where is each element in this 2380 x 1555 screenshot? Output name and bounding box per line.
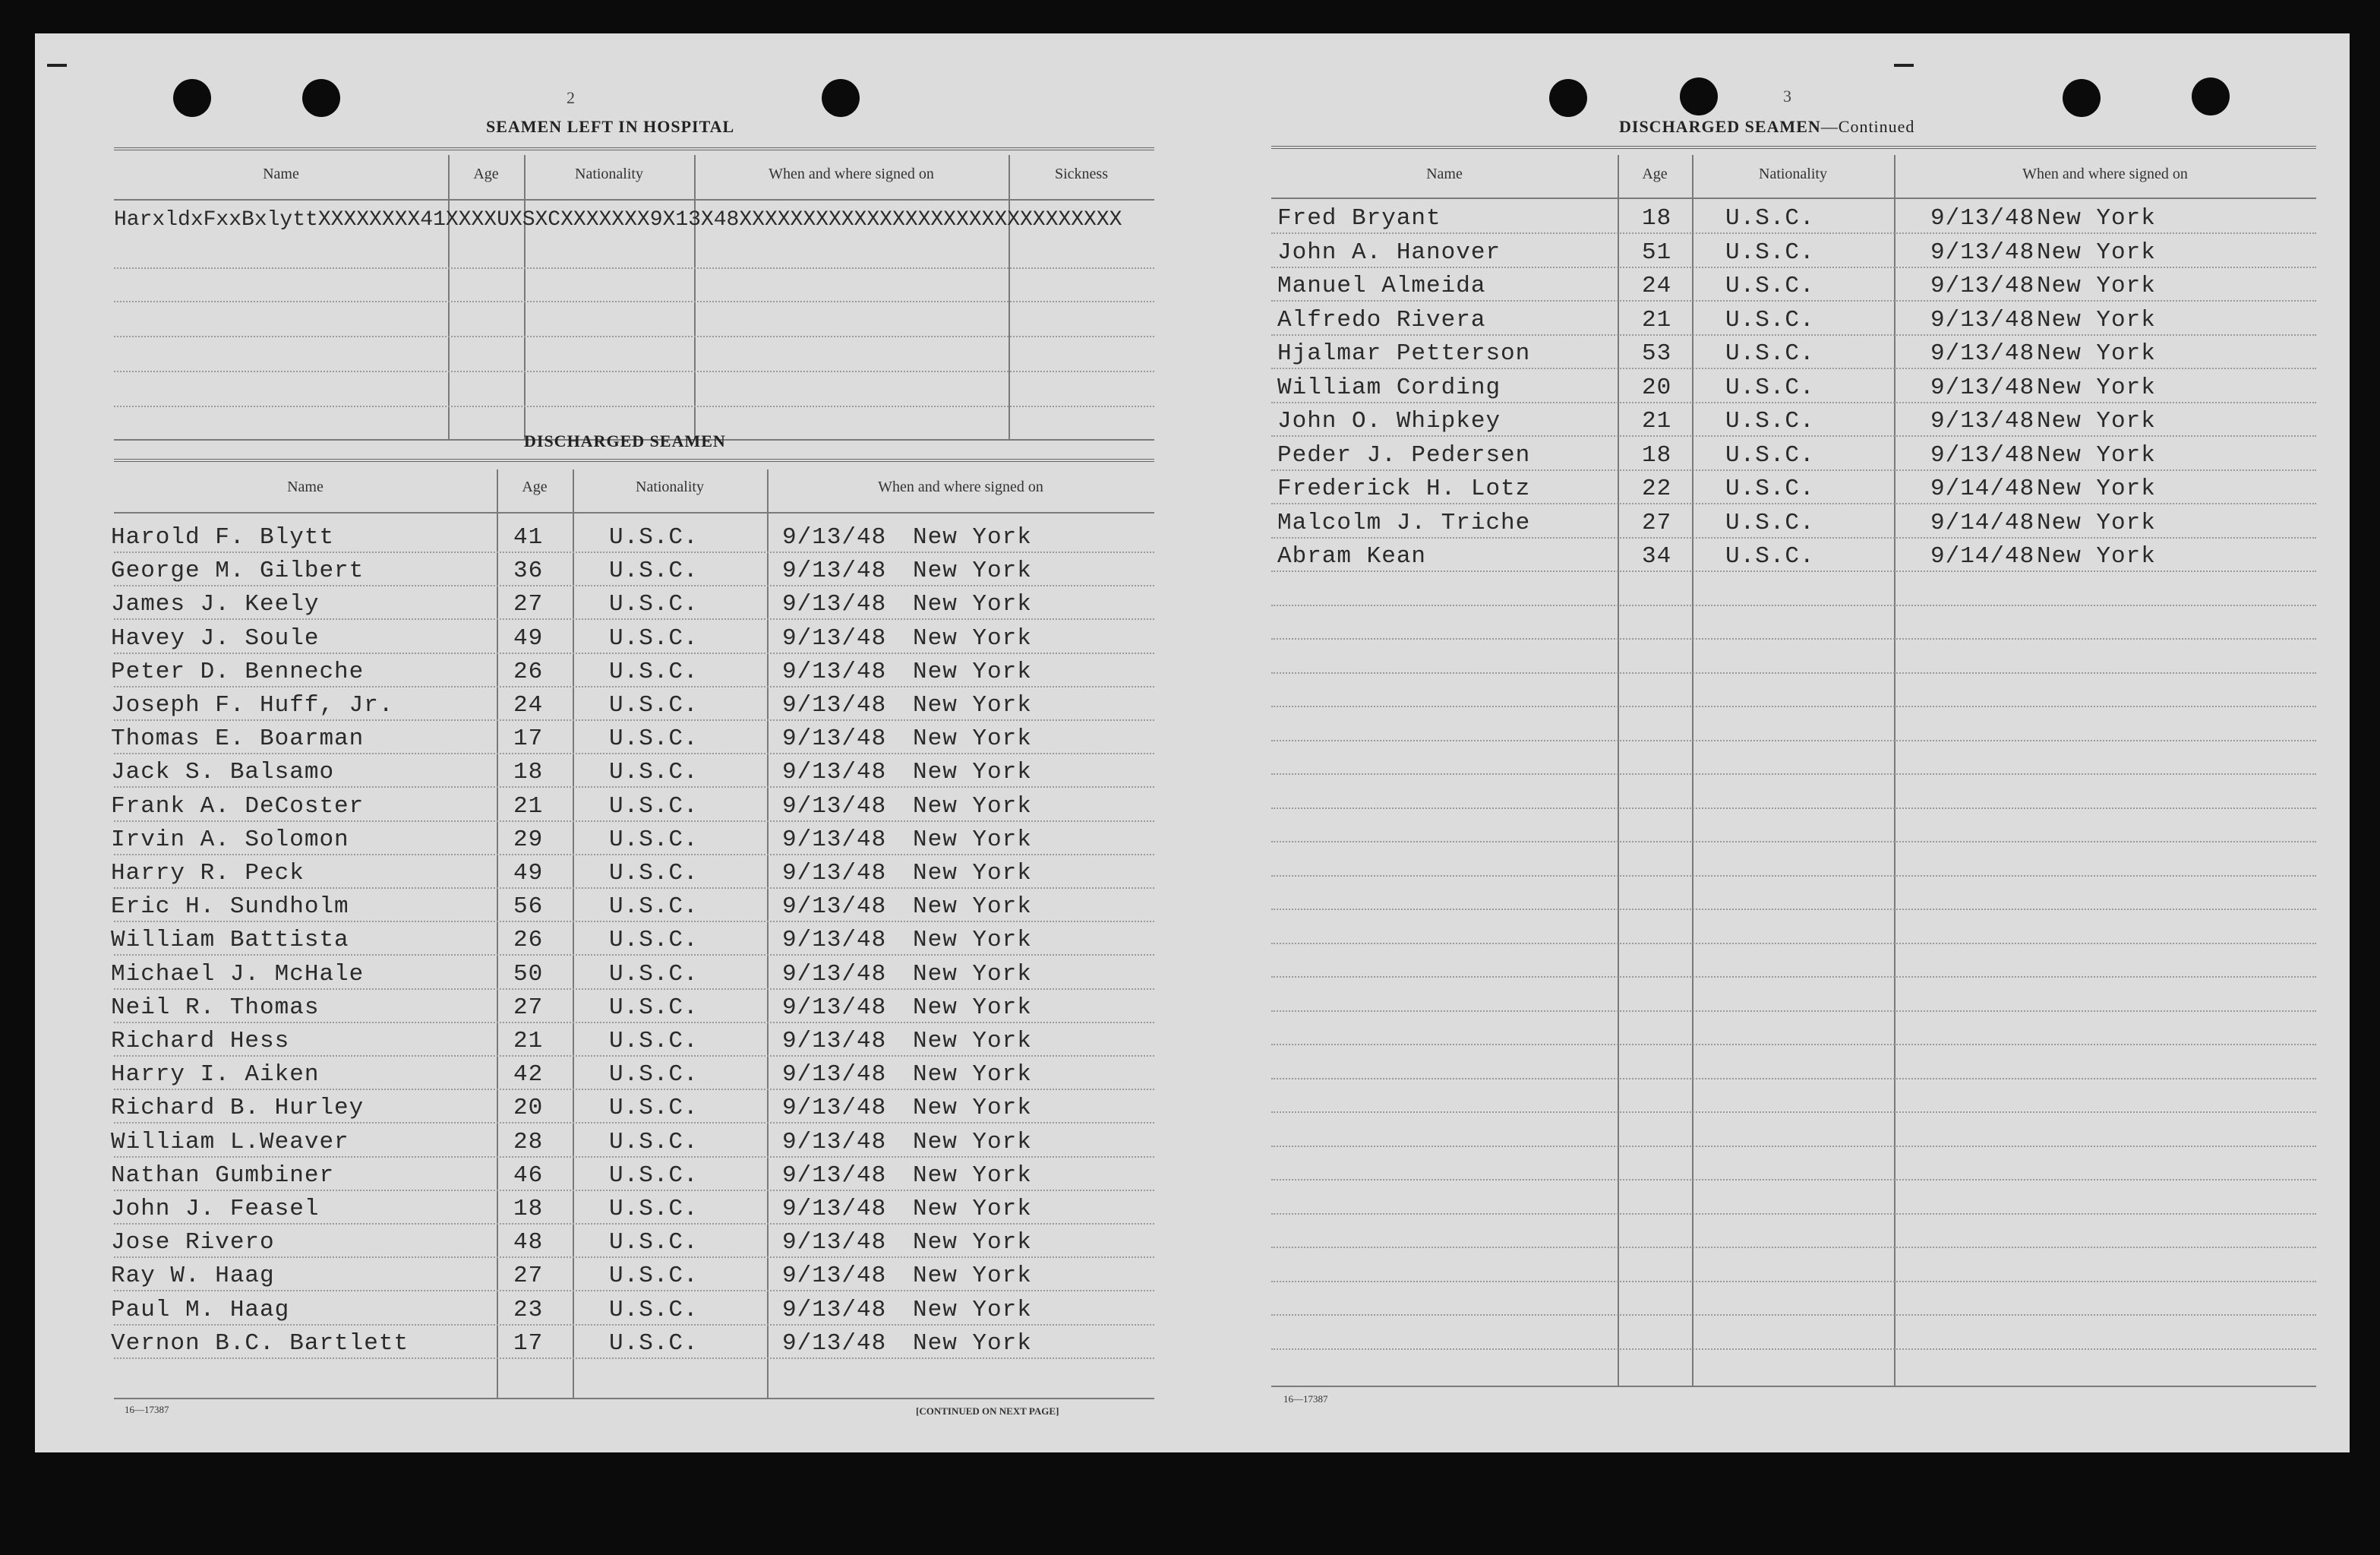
hospital-header-signed-on: When and where signed on bbox=[769, 166, 934, 182]
signed-on-date: 9/13/48 bbox=[782, 1028, 887, 1054]
seaman-name: Hjalmar Petterson bbox=[1277, 340, 1531, 367]
seaman-age: 21 bbox=[513, 792, 544, 820]
seaman-nationality: U.S.C. bbox=[609, 1162, 699, 1189]
signed-on-place: New York bbox=[913, 624, 1032, 652]
ruled-line bbox=[114, 1156, 1154, 1158]
seaman-name: George M. Gilbert bbox=[111, 558, 365, 585]
seaman-nationality: U.S.C. bbox=[1725, 441, 1815, 469]
discharged-header-rule bbox=[114, 512, 1154, 514]
signed-on-place: New York bbox=[913, 792, 1032, 820]
seaman-name: Neil R. Thomas bbox=[111, 994, 320, 1021]
signed-on-date: 9/13/48 bbox=[782, 1296, 887, 1323]
seaman-age: 27 bbox=[1642, 509, 1672, 536]
seaman-name: Jack S. Balsamo bbox=[111, 759, 335, 786]
ruled-line bbox=[114, 954, 1154, 956]
punch-hole bbox=[2192, 77, 2230, 115]
registration-mark bbox=[1894, 64, 1914, 67]
seaman-nationality: U.S.C. bbox=[1725, 306, 1815, 333]
continued-note: [CONTINUED ON NEXT PAGE] bbox=[916, 1405, 1059, 1417]
seaman-age: 46 bbox=[513, 1162, 544, 1189]
signed-on-place: New York bbox=[913, 1095, 1032, 1122]
page-number: 2 bbox=[567, 88, 575, 107]
signed-on-date: 9/13/48 bbox=[1930, 273, 2035, 299]
seaman-name: Irvin A. Solomon bbox=[111, 826, 349, 853]
seaman-nationality: U.S.C. bbox=[609, 759, 699, 786]
seaman-nationality: U.S.C. bbox=[609, 1229, 699, 1256]
ruled-line bbox=[1271, 605, 2316, 606]
ruled-line bbox=[114, 854, 1154, 855]
seaman-age: 49 bbox=[513, 624, 544, 652]
signed-on-place: New York bbox=[913, 826, 1032, 853]
seaman-nationality: U.S.C. bbox=[1725, 239, 1815, 266]
signed-on-place: New York bbox=[913, 524, 1032, 551]
signed-on-place: New York bbox=[2037, 476, 2156, 502]
punch-hole bbox=[1680, 77, 1718, 115]
right-col-divider bbox=[1618, 155, 1619, 1386]
seaman-age: 18 bbox=[513, 1196, 544, 1222]
ruled-line bbox=[1271, 875, 2316, 877]
seaman-name: Richard Hess bbox=[111, 1028, 290, 1054]
signed-on-date: 9/13/48 bbox=[782, 994, 887, 1021]
hospital-header-nationality: Nationality bbox=[575, 166, 643, 182]
signed-on-date: 9/13/48 bbox=[1930, 340, 2035, 367]
seaman-name: Joseph F. Huff, Jr. bbox=[111, 692, 394, 719]
ruled-line bbox=[114, 1324, 1154, 1326]
signed-on-date: 9/13/48 bbox=[782, 1196, 887, 1222]
signed-on-place: New York bbox=[913, 994, 1032, 1021]
discharged-header-name: Name bbox=[287, 479, 324, 495]
seaman-nationality: U.S.C. bbox=[609, 624, 699, 652]
signed-on-place: New York bbox=[913, 1296, 1032, 1323]
signed-on-date: 9/13/48 bbox=[782, 725, 887, 753]
seaman-name: William L.Weaver bbox=[111, 1128, 349, 1155]
ruled-line bbox=[114, 1089, 1154, 1090]
signed-on-place: New York bbox=[913, 927, 1032, 954]
signed-on-place: New York bbox=[2037, 543, 2156, 570]
seaman-age: 36 bbox=[513, 558, 544, 585]
signed-on-place: New York bbox=[2037, 441, 2156, 469]
ruled-line bbox=[1271, 1044, 2316, 1045]
signed-on-date: 9/13/48 bbox=[1930, 306, 2035, 333]
seaman-age: 18 bbox=[1642, 205, 1672, 232]
seaman-age: 53 bbox=[1642, 340, 1672, 367]
right-bottom-rule bbox=[1271, 1386, 2316, 1387]
seaman-nationality: U.S.C. bbox=[609, 692, 699, 719]
right-header-rule bbox=[1271, 198, 2316, 199]
ruled-line bbox=[1271, 1179, 2316, 1180]
seaman-name: Eric H. Sundholm bbox=[111, 893, 349, 921]
ruled-line bbox=[1271, 808, 2316, 809]
signed-on-date: 9/13/48 bbox=[782, 558, 887, 585]
seaman-age: 23 bbox=[513, 1296, 544, 1323]
signed-on-place: New York bbox=[913, 860, 1032, 887]
hospital-header-rule bbox=[114, 199, 1154, 201]
signed-on-date: 9/13/48 bbox=[782, 1229, 887, 1256]
signed-on-date: 9/14/48 bbox=[1930, 543, 2035, 570]
signed-on-place: New York bbox=[913, 1229, 1032, 1256]
discharged-header-nationality: Nationality bbox=[636, 479, 704, 495]
right-col-divider bbox=[1692, 155, 1693, 1386]
seaman-name: Havey J. Soule bbox=[111, 624, 320, 652]
seaman-age: 49 bbox=[513, 860, 544, 887]
seaman-age: 28 bbox=[513, 1128, 544, 1155]
signed-on-date: 9/13/48 bbox=[1930, 441, 2035, 469]
form-number: 16—17387 bbox=[125, 1404, 169, 1415]
signed-on-place: New York bbox=[913, 759, 1032, 786]
right-header-age: Age bbox=[1642, 166, 1668, 182]
ruled-line bbox=[1271, 1314, 2316, 1316]
ruled-line bbox=[114, 585, 1154, 586]
seaman-nationality: U.S.C. bbox=[1725, 273, 1815, 299]
seaman-nationality: U.S.C. bbox=[609, 826, 699, 853]
ruled-line bbox=[114, 686, 1154, 687]
signed-on-date: 9/13/48 bbox=[782, 792, 887, 820]
signed-on-date: 9/13/48 bbox=[782, 524, 887, 551]
signed-on-date: 9/14/48 bbox=[1930, 476, 2035, 502]
seaman-age: 18 bbox=[513, 759, 544, 786]
right-col-divider bbox=[1894, 155, 1895, 1386]
seaman-nationality: U.S.C. bbox=[609, 524, 699, 551]
seaman-name: Fred Bryant bbox=[1277, 205, 1441, 232]
seaman-age: 21 bbox=[513, 1028, 544, 1054]
seaman-nationality: U.S.C. bbox=[609, 893, 699, 921]
signed-on-date: 9/13/48 bbox=[782, 1162, 887, 1189]
right-header-nationality: Nationality bbox=[1759, 166, 1827, 182]
seaman-age: 18 bbox=[1642, 441, 1672, 469]
punch-hole bbox=[1549, 79, 1587, 117]
seaman-name: Alfredo Rivera bbox=[1277, 306, 1486, 333]
hospital-col-divider bbox=[1009, 155, 1010, 439]
right-header-name: Name bbox=[1426, 166, 1463, 182]
ruled-line bbox=[114, 336, 1154, 337]
discharged-section-title: DISCHARGED SEAMEN bbox=[524, 431, 726, 450]
ruled-line bbox=[114, 653, 1154, 654]
signed-on-date: 9/13/48 bbox=[1930, 239, 2035, 266]
ruled-line bbox=[114, 618, 1154, 620]
hospital-section-title: SEAMEN LEFT IN HOSPITAL bbox=[486, 117, 735, 136]
signed-on-date: 9/13/48 bbox=[1930, 374, 2035, 401]
signed-on-place: New York bbox=[2037, 340, 2156, 367]
seaman-nationality: U.S.C. bbox=[1725, 543, 1815, 570]
signed-on-date: 9/14/48 bbox=[1930, 509, 2035, 536]
seaman-name: Peter D. Benneche bbox=[111, 658, 365, 685]
hospital-table-top-rule bbox=[114, 147, 1154, 150]
right-page-title bbox=[1619, 117, 1914, 137]
seaman-age: 51 bbox=[1642, 239, 1672, 266]
ruled-line bbox=[114, 301, 1154, 302]
ruled-line bbox=[1271, 1213, 2316, 1215]
signed-on-date: 9/13/48 bbox=[782, 759, 887, 786]
seaman-nationality: U.S.C. bbox=[609, 1263, 699, 1290]
signed-on-place: New York bbox=[913, 960, 1032, 988]
signed-on-place: New York bbox=[913, 658, 1032, 685]
hospital-col-divider bbox=[448, 155, 450, 439]
seaman-name: Manuel Almeida bbox=[1277, 273, 1486, 299]
seaman-nationality: U.S.C. bbox=[609, 1095, 699, 1122]
seaman-nationality: U.S.C. bbox=[1725, 408, 1815, 435]
seaman-age: 17 bbox=[513, 1329, 544, 1357]
ruled-line bbox=[1271, 570, 2316, 572]
ruled-line bbox=[1271, 402, 2316, 403]
signed-on-date: 9/13/48 bbox=[782, 1329, 887, 1357]
seaman-age: 27 bbox=[513, 591, 544, 618]
seaman-name: Paul M. Haag bbox=[111, 1296, 290, 1323]
ruled-line bbox=[114, 786, 1154, 788]
signed-on-date: 9/13/48 bbox=[782, 927, 887, 954]
ruled-line bbox=[1271, 1348, 2316, 1350]
seaman-nationality: U.S.C. bbox=[609, 792, 699, 820]
ruled-line bbox=[1271, 841, 2316, 842]
signed-on-place: New York bbox=[2037, 205, 2156, 232]
ruled-line bbox=[1271, 368, 2316, 369]
ruled-line bbox=[1271, 334, 2316, 336]
signed-on-place: New York bbox=[913, 1028, 1032, 1054]
seaman-name: Harry I. Aiken bbox=[111, 1061, 320, 1089]
signed-on-date: 9/13/48 bbox=[1930, 408, 2035, 435]
seaman-nationality: U.S.C. bbox=[1725, 476, 1815, 502]
ruled-line bbox=[114, 1022, 1154, 1023]
ruled-line bbox=[114, 1357, 1154, 1359]
seaman-name: Frederick H. Lotz bbox=[1277, 476, 1531, 502]
seaman-name: Ray W. Haag bbox=[111, 1263, 275, 1290]
seaman-name: Peder J. Pedersen bbox=[1277, 441, 1531, 469]
discharged-col-divider bbox=[767, 469, 769, 1398]
ruled-line bbox=[114, 988, 1154, 990]
signed-on-place: New York bbox=[913, 558, 1032, 585]
ruled-line bbox=[114, 371, 1154, 372]
ruled-line bbox=[1271, 1010, 2316, 1012]
seaman-nationality: U.S.C. bbox=[609, 860, 699, 887]
discharged-bottom-rule bbox=[114, 1398, 1154, 1399]
ruled-line bbox=[1271, 706, 2316, 707]
registration-mark bbox=[47, 64, 67, 67]
signed-on-place: New York bbox=[913, 1263, 1032, 1290]
seaman-age: 42 bbox=[513, 1061, 544, 1089]
discharged-header-age: Age bbox=[522, 479, 548, 495]
signed-on-date: 9/13/48 bbox=[782, 1263, 887, 1290]
seaman-nationality: U.S.C. bbox=[609, 725, 699, 753]
signed-on-date: 9/13/48 bbox=[782, 1128, 887, 1155]
ruled-line bbox=[1271, 300, 2316, 302]
ruled-line bbox=[114, 1256, 1154, 1258]
ruled-line bbox=[1271, 1247, 2316, 1248]
seaman-age: 27 bbox=[513, 994, 544, 1021]
signed-on-date: 9/13/48 bbox=[782, 624, 887, 652]
seaman-name: Malcolm J. Triche bbox=[1277, 509, 1531, 536]
ruled-line bbox=[1271, 1281, 2316, 1282]
seaman-name: William Cording bbox=[1277, 374, 1501, 401]
signed-on-place: New York bbox=[913, 591, 1032, 618]
seaman-nationality: U.S.C. bbox=[609, 1196, 699, 1222]
hospital-col-divider bbox=[524, 155, 526, 439]
seaman-age: 41 bbox=[513, 524, 544, 551]
seaman-name: Abram Kean bbox=[1277, 543, 1427, 570]
ruled-line bbox=[114, 1055, 1154, 1057]
seaman-name: Nathan Gumbiner bbox=[111, 1162, 335, 1189]
discharged-col-divider bbox=[497, 469, 498, 1398]
title-main: DISCHARGED SEAMEN bbox=[1619, 117, 1821, 136]
signed-on-date: 9/13/48 bbox=[782, 826, 887, 853]
ruled-line bbox=[1271, 976, 2316, 978]
ruled-line bbox=[1271, 773, 2316, 775]
ruled-line bbox=[114, 921, 1154, 922]
seaman-name: Richard B. Hurley bbox=[111, 1095, 365, 1122]
seaman-nationality: U.S.C. bbox=[1725, 340, 1815, 367]
seaman-name: John A. Hanover bbox=[1277, 239, 1501, 266]
seaman-nationality: U.S.C. bbox=[1725, 374, 1815, 401]
discharged-col-divider bbox=[573, 469, 574, 1398]
punch-hole bbox=[822, 79, 860, 117]
signed-on-place: New York bbox=[913, 893, 1032, 921]
ruled-line bbox=[1271, 503, 2316, 504]
punch-hole bbox=[302, 79, 340, 117]
seaman-name: William Battista bbox=[111, 927, 349, 954]
seaman-age: 24 bbox=[513, 692, 544, 719]
signed-on-date: 9/13/48 bbox=[782, 893, 887, 921]
ruled-line bbox=[114, 753, 1154, 754]
signed-on-date: 9/13/48 bbox=[782, 860, 887, 887]
seaman-name: Frank A. DeCoster bbox=[111, 792, 365, 820]
seaman-name: Harry R. Peck bbox=[111, 860, 305, 887]
ruled-line bbox=[114, 887, 1154, 889]
seaman-name: James J. Keely bbox=[111, 591, 320, 618]
seaman-nationality: U.S.C. bbox=[609, 558, 699, 585]
signed-on-date: 9/13/48 bbox=[1930, 205, 2035, 232]
seaman-nationality: U.S.C. bbox=[609, 591, 699, 618]
ruled-line bbox=[114, 820, 1154, 822]
ruled-line bbox=[1271, 1111, 2316, 1113]
signed-on-place: New York bbox=[913, 1128, 1032, 1155]
signed-on-place: New York bbox=[913, 1061, 1032, 1089]
ruled-line bbox=[1271, 909, 2316, 910]
seaman-age: 17 bbox=[513, 725, 544, 753]
seaman-age: 50 bbox=[513, 960, 544, 988]
ruled-line bbox=[1271, 232, 2316, 234]
seaman-age: 48 bbox=[513, 1229, 544, 1256]
discharged-table-top-rule bbox=[114, 459, 1154, 462]
seaman-age: 24 bbox=[1642, 273, 1672, 299]
form-number: 16—17387 bbox=[1283, 1393, 1328, 1405]
seaman-age: 27 bbox=[513, 1263, 544, 1290]
seaman-name: Thomas E. Boarman bbox=[111, 725, 365, 753]
struck-hospital-entry: HarxldxFxxBxlyttXXXXXXXX41XXXXUXSXCXXXXXXX9X13X48XXXXXXXXXXXXXXXXXXXXXXXXXXXXXX bbox=[114, 208, 1122, 232]
signed-on-date: 9/13/48 bbox=[782, 658, 887, 685]
ruled-line bbox=[114, 1122, 1154, 1124]
ruled-line bbox=[1271, 469, 2316, 471]
seaman-nationality: U.S.C. bbox=[609, 1061, 699, 1089]
seaman-name: Michael J. McHale bbox=[111, 960, 365, 988]
seaman-name: John J. Feasel bbox=[111, 1196, 320, 1222]
document-sheet bbox=[35, 33, 2350, 1452]
seaman-nationality: U.S.C. bbox=[1725, 205, 1815, 232]
ruled-line bbox=[114, 267, 1154, 269]
seaman-age: 26 bbox=[513, 658, 544, 685]
seaman-nationality: U.S.C. bbox=[609, 1329, 699, 1357]
ruled-line bbox=[1271, 435, 2316, 437]
signed-on-date: 9/13/48 bbox=[782, 591, 887, 618]
page-number: 3 bbox=[1783, 87, 1791, 106]
hospital-header-age: Age bbox=[473, 166, 499, 182]
signed-on-place: New York bbox=[913, 725, 1032, 753]
seaman-age: 20 bbox=[1642, 374, 1672, 401]
signed-on-place: New York bbox=[2037, 306, 2156, 333]
signed-on-date: 9/13/48 bbox=[782, 692, 887, 719]
seaman-name: John O. Whipkey bbox=[1277, 408, 1501, 435]
seaman-age: 20 bbox=[513, 1095, 544, 1122]
ruled-line bbox=[114, 1223, 1154, 1225]
signed-on-place: New York bbox=[2037, 239, 2156, 266]
signed-on-place: New York bbox=[913, 1196, 1032, 1222]
ruled-line bbox=[114, 719, 1154, 721]
signed-on-date: 9/13/48 bbox=[782, 1095, 887, 1122]
ruled-line bbox=[1271, 537, 2316, 539]
seaman-name: Jose Rivero bbox=[111, 1229, 275, 1256]
signed-on-place: New York bbox=[2037, 273, 2156, 299]
ruled-line bbox=[1271, 672, 2316, 674]
signed-on-date: 9/13/48 bbox=[782, 1061, 887, 1089]
right-table-top-rule bbox=[1271, 146, 2316, 149]
punch-hole bbox=[173, 79, 211, 117]
ruled-line bbox=[1271, 638, 2316, 640]
ruled-line bbox=[1271, 1078, 2316, 1079]
right-header-signed-on: When and where signed on bbox=[2022, 166, 2188, 182]
signed-on-place: New York bbox=[2037, 374, 2156, 401]
ruled-line bbox=[1271, 943, 2316, 944]
seaman-nationality: U.S.C. bbox=[609, 1128, 699, 1155]
ruled-line bbox=[1271, 267, 2316, 268]
seaman-age: 22 bbox=[1642, 476, 1672, 502]
ruled-line bbox=[114, 406, 1154, 407]
seaman-age: 26 bbox=[513, 927, 544, 954]
signed-on-place: New York bbox=[913, 692, 1032, 719]
seaman-nationality: U.S.C. bbox=[1725, 509, 1815, 536]
hospital-col-divider bbox=[694, 155, 696, 439]
ruled-line bbox=[114, 1190, 1154, 1191]
signed-on-place: New York bbox=[2037, 509, 2156, 536]
ruled-line bbox=[114, 552, 1154, 553]
seaman-name: Harold F. Blytt bbox=[111, 524, 335, 551]
signed-on-place: New York bbox=[2037, 408, 2156, 435]
seaman-nationality: U.S.C. bbox=[609, 658, 699, 685]
seaman-nationality: U.S.C. bbox=[609, 927, 699, 954]
signed-on-date: 9/13/48 bbox=[782, 960, 887, 988]
title-suffix: —Continued bbox=[1820, 117, 1915, 136]
punch-hole bbox=[2063, 79, 2101, 117]
seaman-nationality: U.S.C. bbox=[609, 1028, 699, 1054]
seaman-age: 21 bbox=[1642, 306, 1672, 333]
seaman-name: Vernon B.C. Bartlett bbox=[111, 1329, 409, 1357]
hospital-header-sickness: Sickness bbox=[1055, 166, 1108, 182]
seaman-nationality: U.S.C. bbox=[609, 1296, 699, 1323]
seaman-age: 21 bbox=[1642, 408, 1672, 435]
signed-on-place: New York bbox=[913, 1162, 1032, 1189]
ruled-line bbox=[1271, 1146, 2316, 1147]
seaman-nationality: U.S.C. bbox=[609, 994, 699, 1021]
ruled-line bbox=[114, 1290, 1154, 1291]
hospital-header-name: Name bbox=[263, 166, 299, 182]
signed-on-place: New York bbox=[913, 1329, 1032, 1357]
seaman-age: 29 bbox=[513, 826, 544, 853]
ruled-line bbox=[1271, 740, 2316, 741]
discharged-header-signed-on: When and where signed on bbox=[878, 479, 1043, 495]
seaman-age: 56 bbox=[513, 893, 544, 921]
seaman-age: 34 bbox=[1642, 543, 1672, 570]
seaman-nationality: U.S.C. bbox=[609, 960, 699, 988]
